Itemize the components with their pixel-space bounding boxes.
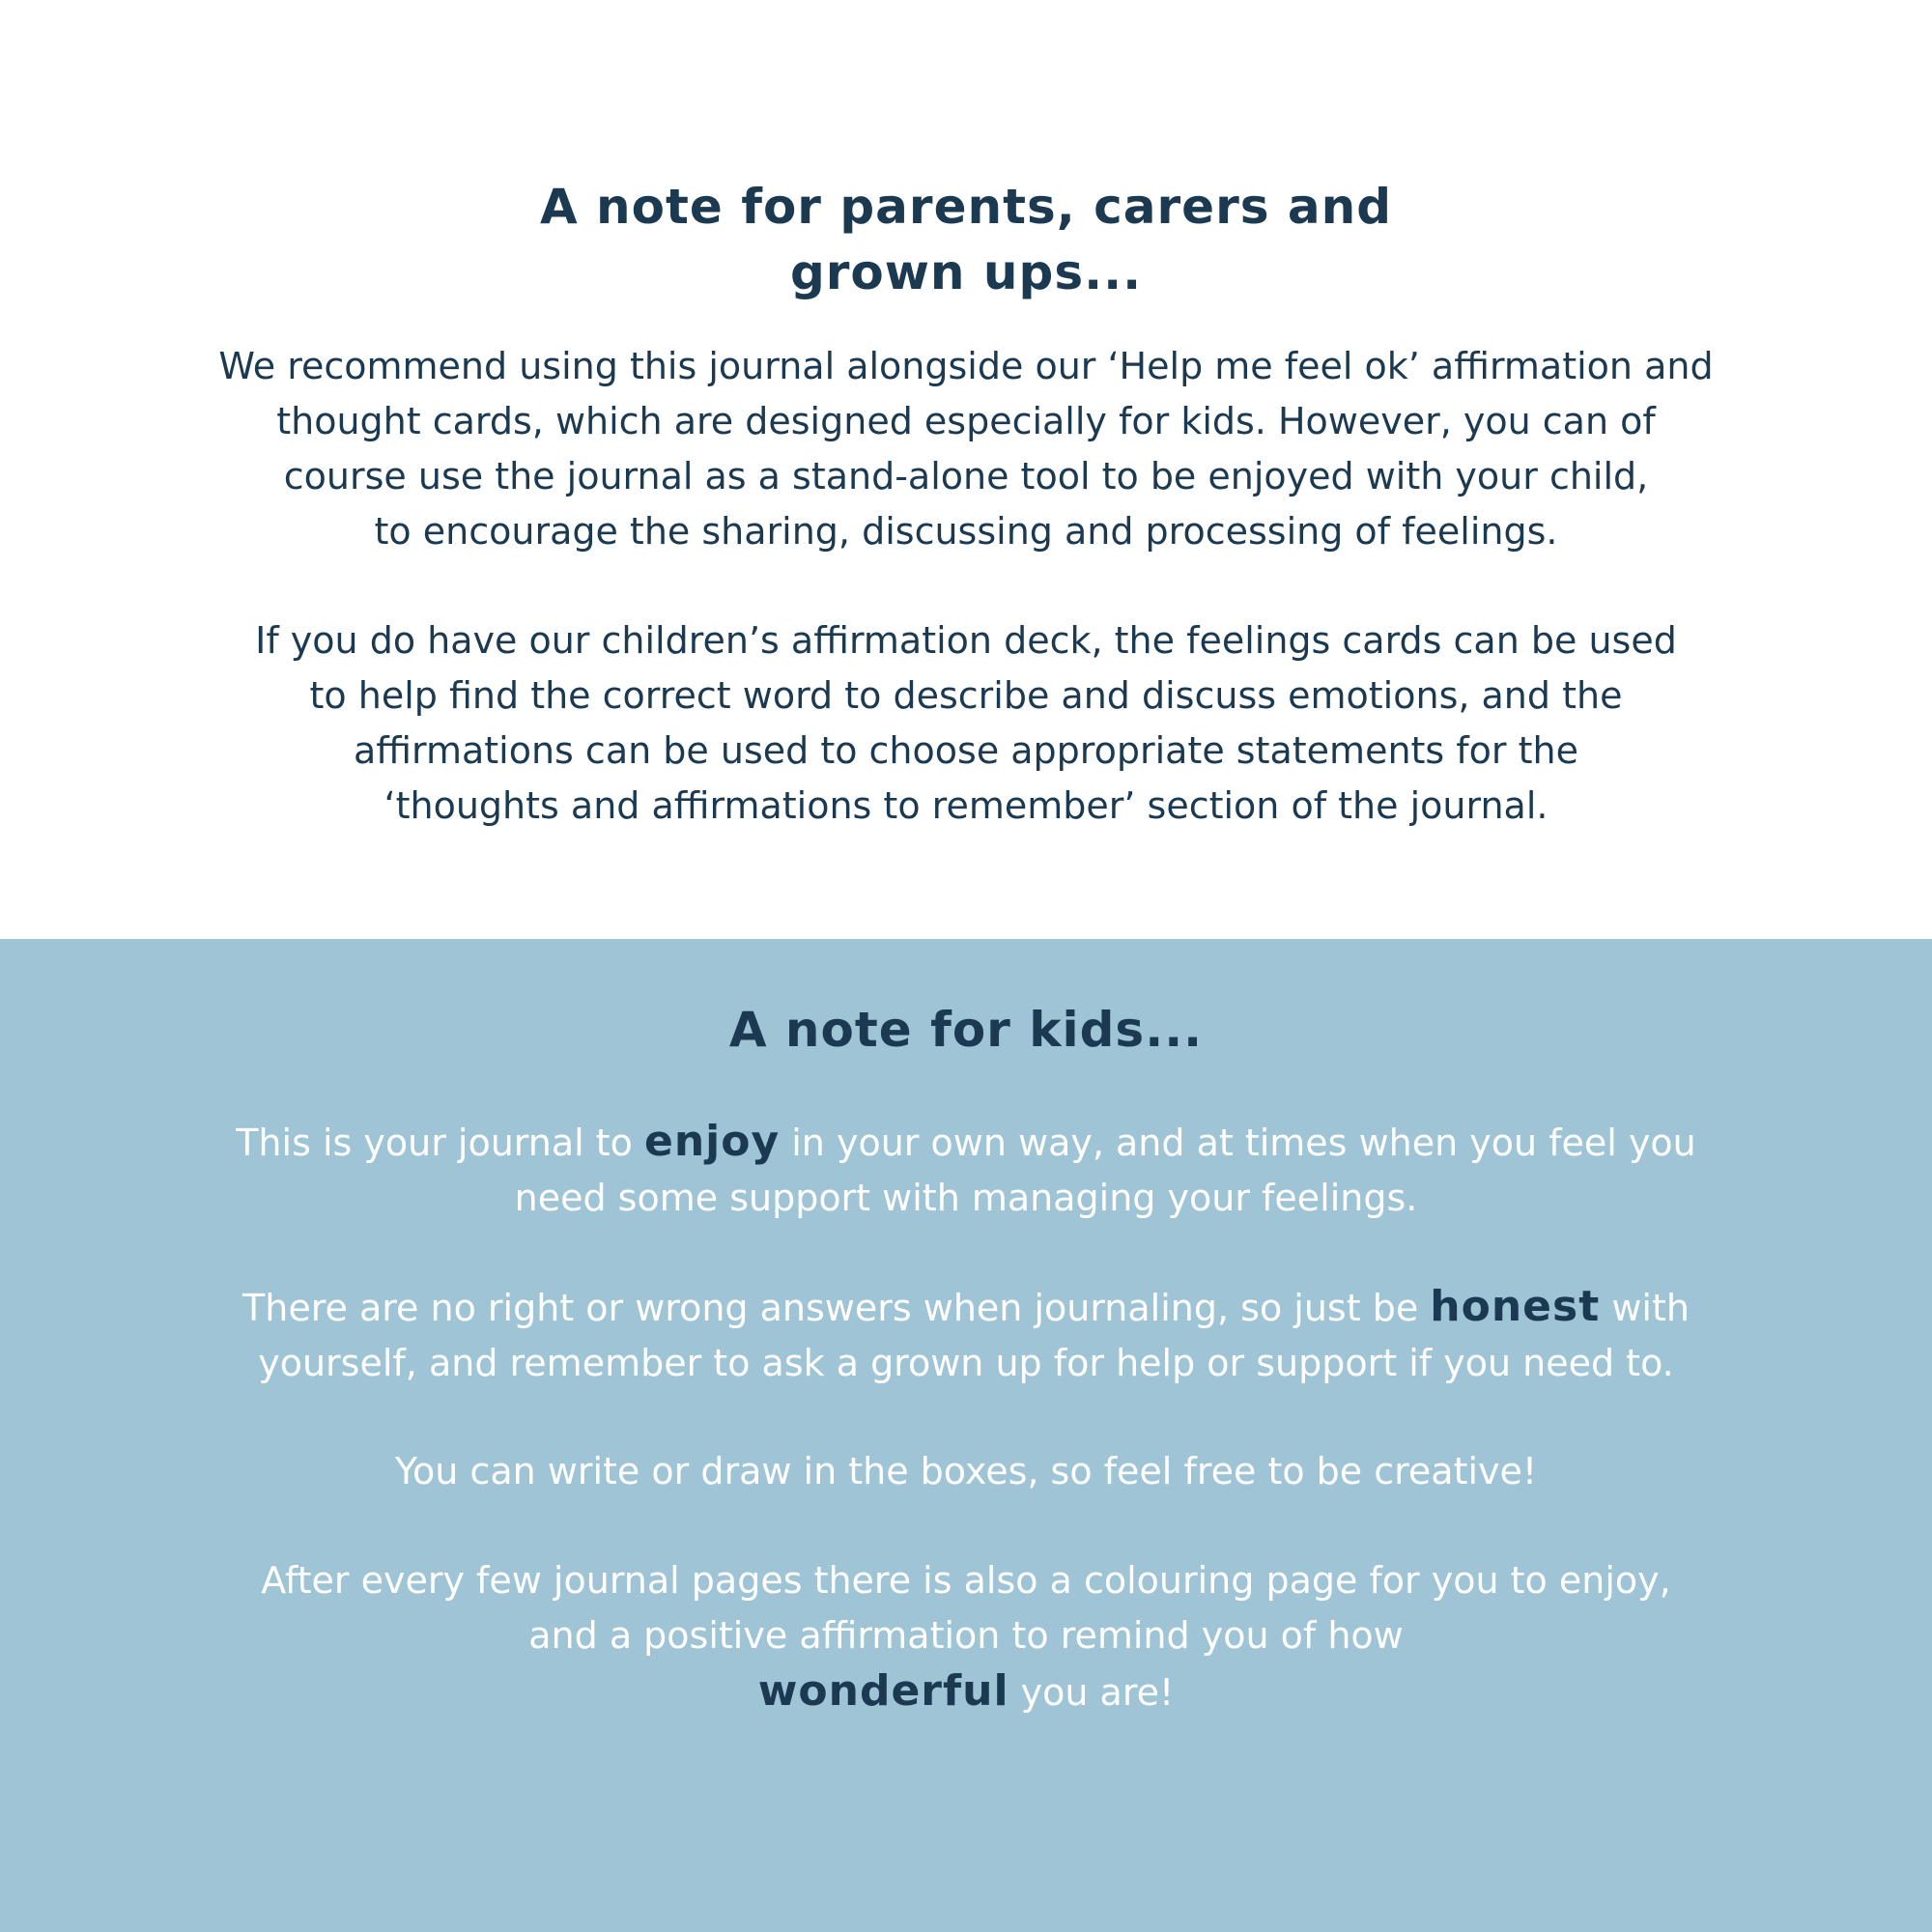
emphasis-enjoy: enjoy bbox=[644, 1117, 781, 1166]
text-segment: There are no right or wrong answers when journaling, so just be bbox=[242, 1287, 1431, 1329]
paragraph-line: need some support with managing your feelings. bbox=[514, 1177, 1418, 1219]
paragraph-line: After every few journal pages there is also a colouring page for you to enjoy, bbox=[261, 1559, 1671, 1602]
paragraph-line bbox=[193, 1114, 1739, 1171]
parents-note-heading bbox=[0, 174, 1932, 305]
paragraph-line: and a positive affirmation to remind you of how bbox=[528, 1614, 1404, 1657]
kids-paragraph-3 bbox=[193, 1444, 1739, 1499]
parents-paragraph-2 bbox=[193, 613, 1739, 834]
parents-paragraph-1 bbox=[193, 339, 1739, 559]
kids-note-heading: A note for kids... bbox=[728, 1002, 1204, 1058]
text-segment: in your own way, and at times when you feel you bbox=[780, 1122, 1696, 1164]
text-segment: you are! bbox=[1009, 1671, 1175, 1714]
kids-paragraph-4 bbox=[193, 1553, 1739, 1720]
paragraph-line bbox=[193, 1279, 1739, 1336]
parents-heading-line-1: A note for parents, carers and bbox=[539, 179, 1393, 235]
parents-heading-line-2: grown ups... bbox=[789, 244, 1143, 300]
paragraph-line bbox=[193, 1663, 1739, 1720]
paragraph-line: to encourage the sharing, discussing and processing of feelings. bbox=[374, 510, 1558, 553]
paragraph-line: affirmations can be used to choose appropriate statements for the bbox=[353, 729, 1578, 772]
emphasis-honest: honest bbox=[1430, 1282, 1601, 1331]
text-segment: This is your journal to bbox=[236, 1122, 644, 1164]
paragraph-line: thought cards, which are designed especially for kids. However, you can of bbox=[276, 400, 1656, 442]
kids-note-section bbox=[0, 939, 1932, 1932]
kids-paragraph-1 bbox=[193, 1114, 1739, 1226]
text-segment: with bbox=[1600, 1287, 1690, 1329]
kids-paragraph-2 bbox=[193, 1279, 1739, 1391]
parents-note-section bbox=[0, 0, 1932, 939]
paragraph-line: You can write or draw in the boxes, so feel free to be creative! bbox=[394, 1450, 1538, 1492]
paragraph-line: We recommend using this journal alongside our ‘Help me feel ok’ affirmation and bbox=[218, 345, 1714, 387]
paragraph-line: to help find the correct word to describe and discuss emotions, and the bbox=[309, 674, 1623, 717]
paragraph-line: If you do have our children’s affirmation deck, the feelings cards can be used bbox=[255, 619, 1677, 662]
emphasis-wonderful: wonderful bbox=[757, 1666, 1009, 1716]
paragraph-line: ‘thoughts and affirmations to remember’ section of the journal. bbox=[384, 784, 1548, 827]
paragraph-line: yourself, and remember to ask a grown up for help or support if you need to. bbox=[258, 1342, 1674, 1384]
paragraph-line: course use the journal as a stand-alone tool to be enjoyed with your child, bbox=[283, 455, 1649, 497]
